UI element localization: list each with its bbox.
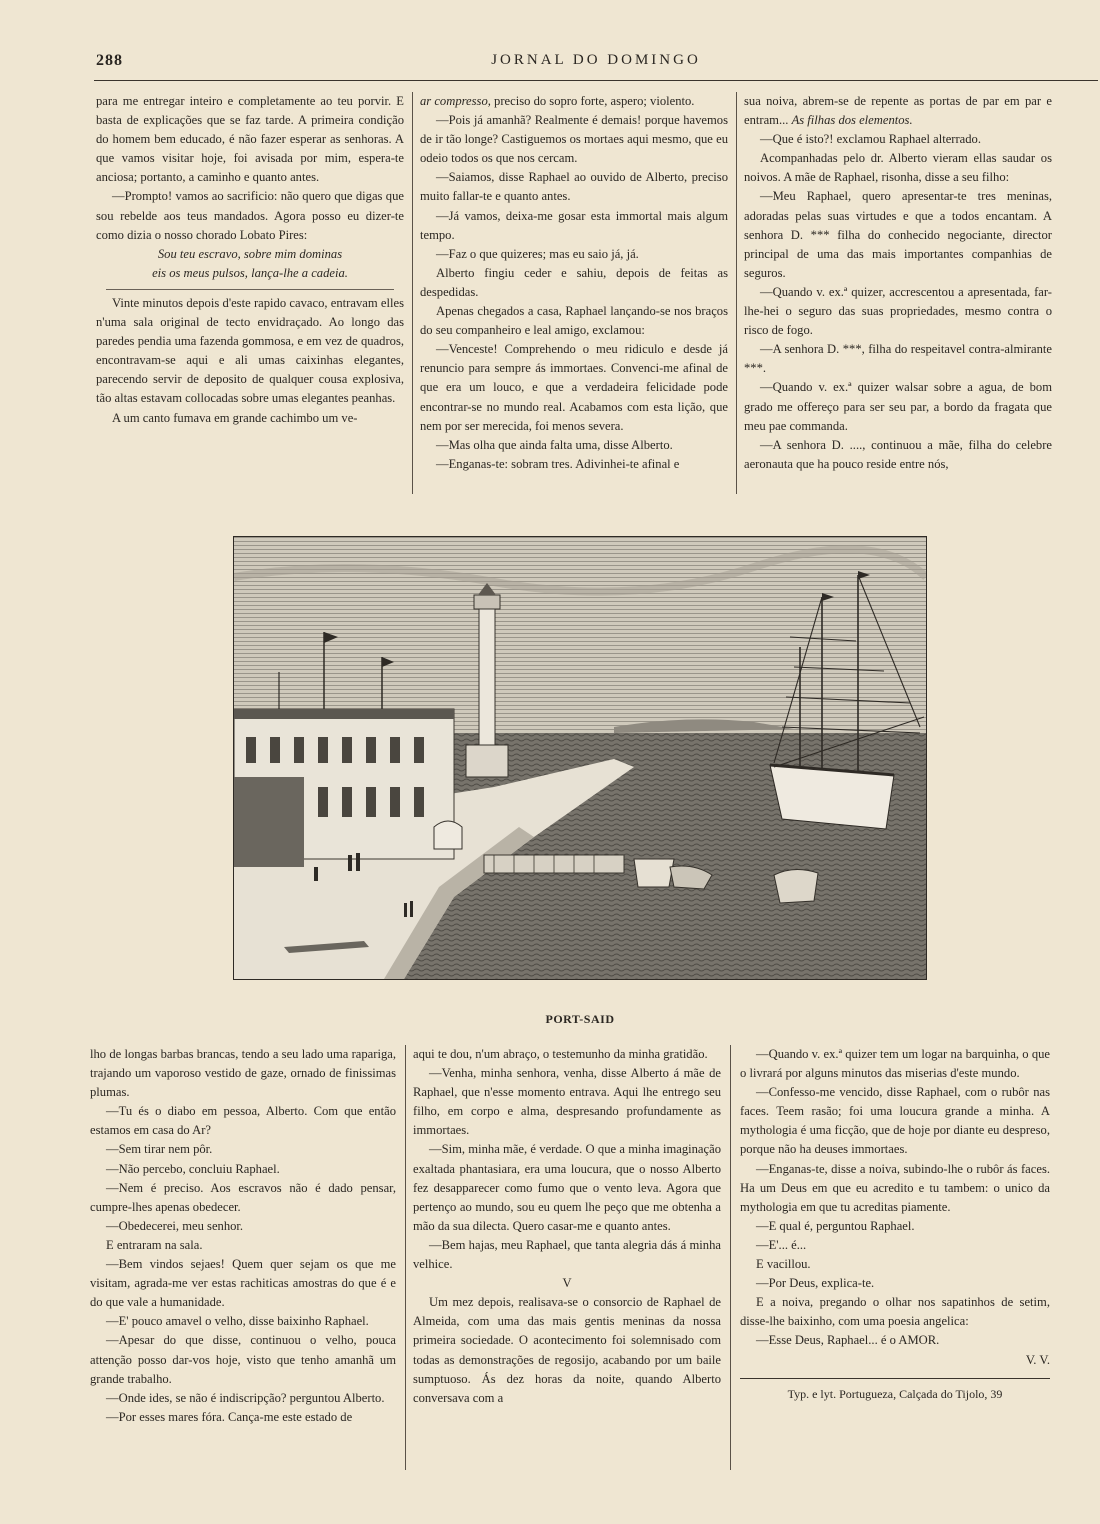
- text-run: sua noiva, abrem-se de repente as portas de par em par e entram...: [744, 94, 1052, 128]
- engraving-illustration: [234, 537, 926, 979]
- paragraph: —Mas olha que ainda falta uma, disse Alberto.: [436, 437, 673, 452]
- page-header: [96, 52, 1096, 78]
- author-signature: V. V.: [1025, 1352, 1050, 1367]
- paragraph: —Sim, minha mãe, é verdade. O que a minha imaginação exaltada phantasiara, era uma loucura, que o nosso Alberto fez desapparecer como fumo que o vento leva. Agora que pertenço ao mundo, sou eu quem lhe peço que me obtenha a mão da sua dilecta. Quero casar-me e quanto antes.: [413, 1142, 721, 1233]
- paragraph: —Sem tirar nem pôr.: [106, 1142, 213, 1157]
- text-run: preciso do sopro forte, aspero; violento.: [490, 94, 695, 108]
- printer-imprint: Typ. e lyt. Portugueza, Calçada do Tijolo, 39: [787, 1386, 1003, 1401]
- top-column-3: [744, 92, 1052, 474]
- italic-text: ar compresso,: [420, 94, 491, 108]
- paragraph: —E'... é...: [756, 1237, 807, 1252]
- paragraph: —Por Deus, explica-te.: [756, 1276, 875, 1291]
- bottom-column-3: [740, 1045, 1050, 1404]
- paragraph: —E qual é, perguntou Raphael.: [756, 1218, 915, 1233]
- paragraph: —Esse Deus, Raphael... é o AMOR.: [756, 1333, 940, 1348]
- top-column-2: [420, 92, 728, 474]
- paragraph: para me entregar inteiro e completamente ao teu porvir. E basta de explicações que se faz tarde. A primeira condição do homem bem educado, é não fazer esperar as senhoras. A que vamos visitar hoje, foi avisada por mim, espera-te anciosa; portanto, a caminho e quanto antes.: [96, 94, 404, 185]
- paragraph: Acompanhadas pelo dr. Alberto vieram ellas saudar os noivos. A mãe de Raphael, risonha, disse a seu filho:: [744, 151, 1052, 185]
- paragraph: —Prompto! vamos ao sacrificio: não quero que digas que sou rebelde aos teus mandados. Agora posso eu dizer-te como dizia o nosso chorado Lobato Pires:: [96, 189, 404, 242]
- paragraph: —Venha, minha senhora, venha, disse Alberto á mãe de Raphael, que n'esse momento entrava. Aqui lhe entrego seu filho, em corpo e alma, despresando profundamente as immortaes.: [413, 1066, 721, 1138]
- paragraph: [420, 92, 728, 111]
- paragraph: —Faz o que quizeres; mas eu saio já, já.: [436, 246, 639, 261]
- paragraph: —Meu Raphael, quero apresentar-te tres meninas, adoradas pelas suas virtudes e que a todos encantam. A senhora D. *** filha do conhecido negociante, director principal de uma das mais importantes companhias de seguros.: [744, 189, 1052, 280]
- paragraph: E a noiva, pregando o olhar nos sapatinhos de setim, disse-lhe baixinho, com uma poesia angelica:: [740, 1295, 1050, 1329]
- verse-line: eis os meus pulsos, lança-lhe a cadeia.: [152, 265, 348, 280]
- imprint-rule: [740, 1378, 1050, 1379]
- paragraph: —Enganas-te: sobram tres. Adivinhei-te afinal e: [436, 456, 680, 471]
- column-rule: [736, 92, 737, 494]
- paragraph: —Não percebo, concluiu Raphael.: [106, 1161, 280, 1176]
- paragraph: —Quando v. ex.ª quizer, accrescentou a apresentada, far-lhe-hei o seguro das suas propriedades, mesmo contra o risco de fogo.: [744, 284, 1052, 338]
- paragraph: aqui te dou, n'um abraço, o testemunho da minha gratidão.: [413, 1047, 708, 1061]
- paragraph: —Que é isto?! exclamou Raphael alterrado.: [760, 132, 981, 147]
- paragraph: —A senhora D. ***, filha do respeitavel contra-almirante ***.: [744, 342, 1052, 376]
- paragraph: —Confesso-me vencido, disse Raphael, com o rubôr nas faces. Teem rasão; foi uma loucura grande a minha. A mythologia é uma ficção, que de hoje por diante eu despreso, porque não ha deuses immortaes.: [740, 1085, 1050, 1157]
- paragraph: —Obedecerei, meu senhor.: [106, 1218, 244, 1233]
- top-column-1: [96, 92, 404, 428]
- bottom-column-2: [413, 1045, 721, 1408]
- italic-text: As filhas dos elementos.: [791, 113, 913, 128]
- paragraph: —Venceste! Comprehendo o meu ridiculo e desde já renuncio para sempre ás immortaes. Convenci-me afinal de que era um louco, e que a verdadeira felicidade pode encontrar-se no mundo real. Acabamos com esta lição, que nem por ser merecida, foi menos severa.: [420, 342, 728, 433]
- bottom-column-1: [90, 1045, 396, 1427]
- paragraph: Vinte minutos depois d'este rapido cavaco, entravam elles n'uma sala original de tecto envidraçado. Ao longo das paredes pendia uma fazenda gommosa, e em vez de quadros, encontravam-se aqui e ali umas caixinhas elegantes, parecendo servir de deposito de qualquer cousa explosiva, tão altas estavam collocadas sobre umas elegantes peanhas.: [96, 295, 404, 406]
- engraving-caption: PORT-SAID: [545, 1012, 615, 1026]
- page-number: 288: [96, 52, 123, 69]
- paragraph: Alberto fingiu ceder e sahiu, depois de feitas as despedidas.: [420, 265, 728, 299]
- paragraph: —E' pouco amavel o velho, disse baixinho Raphael.: [106, 1314, 369, 1329]
- paragraph: —Apesar do que disse, continuou o velho, pouca attenção posso dar-vos hoje, visto que tenho amanhã um grande trabalho.: [90, 1333, 396, 1386]
- divider: [106, 289, 394, 290]
- column-rule: [412, 92, 413, 494]
- column-rule: [405, 1045, 406, 1470]
- paragraph: —Nem é preciso. Aos escravos não é dado pensar, cumpre-lhes apenas obedecer.: [90, 1180, 396, 1214]
- port-said-engraving: [233, 536, 927, 980]
- paragraph: —Já vamos, deixa-me gosar esta immortal mais algum tempo.: [420, 208, 728, 242]
- header-rule: [94, 80, 1098, 81]
- paragraph: lho de longas barbas brancas, tendo a seu lado uma rapariga, trajando um vaporoso vestido de gaze, ornado de finissimas plumas.: [90, 1047, 396, 1100]
- paragraph: E vacillou.: [756, 1257, 811, 1272]
- paragraph: —Saiamos, disse Raphael ao ouvido de Alberto, preciso muito fallar-te e quanto antes.: [420, 170, 728, 204]
- paragraph: Apenas chegados a casa, Raphael lançando-se nos braços do seu companheiro e leal amigo, exclamou:: [420, 304, 728, 338]
- paragraph: —Onde ides, se não é indiscripção? perguntou Alberto.: [106, 1390, 385, 1405]
- verse-line: Sou teu escravo, sobre mim dominas: [157, 246, 343, 261]
- paragraph: —Bem vindos sejaes! Quem quer sejam os que me visitam, agrada-me ver estas rachiticas amostras do que é e do que vale a humanidade.: [90, 1257, 396, 1310]
- journal-title: JORNAL DO DOMINGO: [491, 52, 701, 68]
- paragraph: —Tu és o diabo em pessoa, Alberto. Com que então estamos em casa do Ar?: [90, 1104, 396, 1138]
- section-numeral: V: [562, 1276, 572, 1291]
- paragraph: A um canto fumava em grande cachimbo um ve-: [112, 410, 358, 425]
- column-rule: [730, 1045, 731, 1470]
- paragraph: [744, 92, 1052, 130]
- paragraph: —A senhora D. ...., continuou a mãe, filha do celebre aeronauta que ha pouco reside entre nós,: [744, 437, 1052, 471]
- paragraph: Um mez depois, realisava-se o consorcio de Raphael de Almeida, com uma das mais gentis meninas da nossa primeira sociedade. O acontecimento foi solemnisado com todas as demonstrações de regosijo, acabando por um baile sumptuoso. Ás dez horas da noite, quando Alberto conversava com a: [413, 1295, 721, 1405]
- paragraph: —Quando v. ex.ª quizer walsar sobre a agua, de bom grado me offereço para ser seu par, a bordo da fragata que meu pae commanda.: [744, 380, 1052, 433]
- paragraph: —Quando v. ex.ª quizer tem um logar na barquinha, o que o livrará por alguns minutos das miserias d'este mundo.: [740, 1047, 1050, 1081]
- paragraph: E entraram na sala.: [106, 1237, 203, 1252]
- paragraph: —Enganas-te, disse a noiva, subindo-lhe o rubôr ás faces. Ha um Deus em que eu acredito e tu tambem: o unico da mythologia em que tu acreditas piamente.: [740, 1161, 1050, 1214]
- paragraph: —Bem hajas, meu Raphael, que tanta alegria dás á minha velhice.: [413, 1237, 721, 1272]
- paragraph: —Pois já amanhã? Realmente é demais! porque havemos de ir tão longe? Castiguemos os mortaes aqui mesmo, que eu odeio todos os que nos cercam.: [420, 113, 728, 166]
- paragraph: —Por esses mares fóra. Cança-me este estado de: [106, 1409, 353, 1424]
